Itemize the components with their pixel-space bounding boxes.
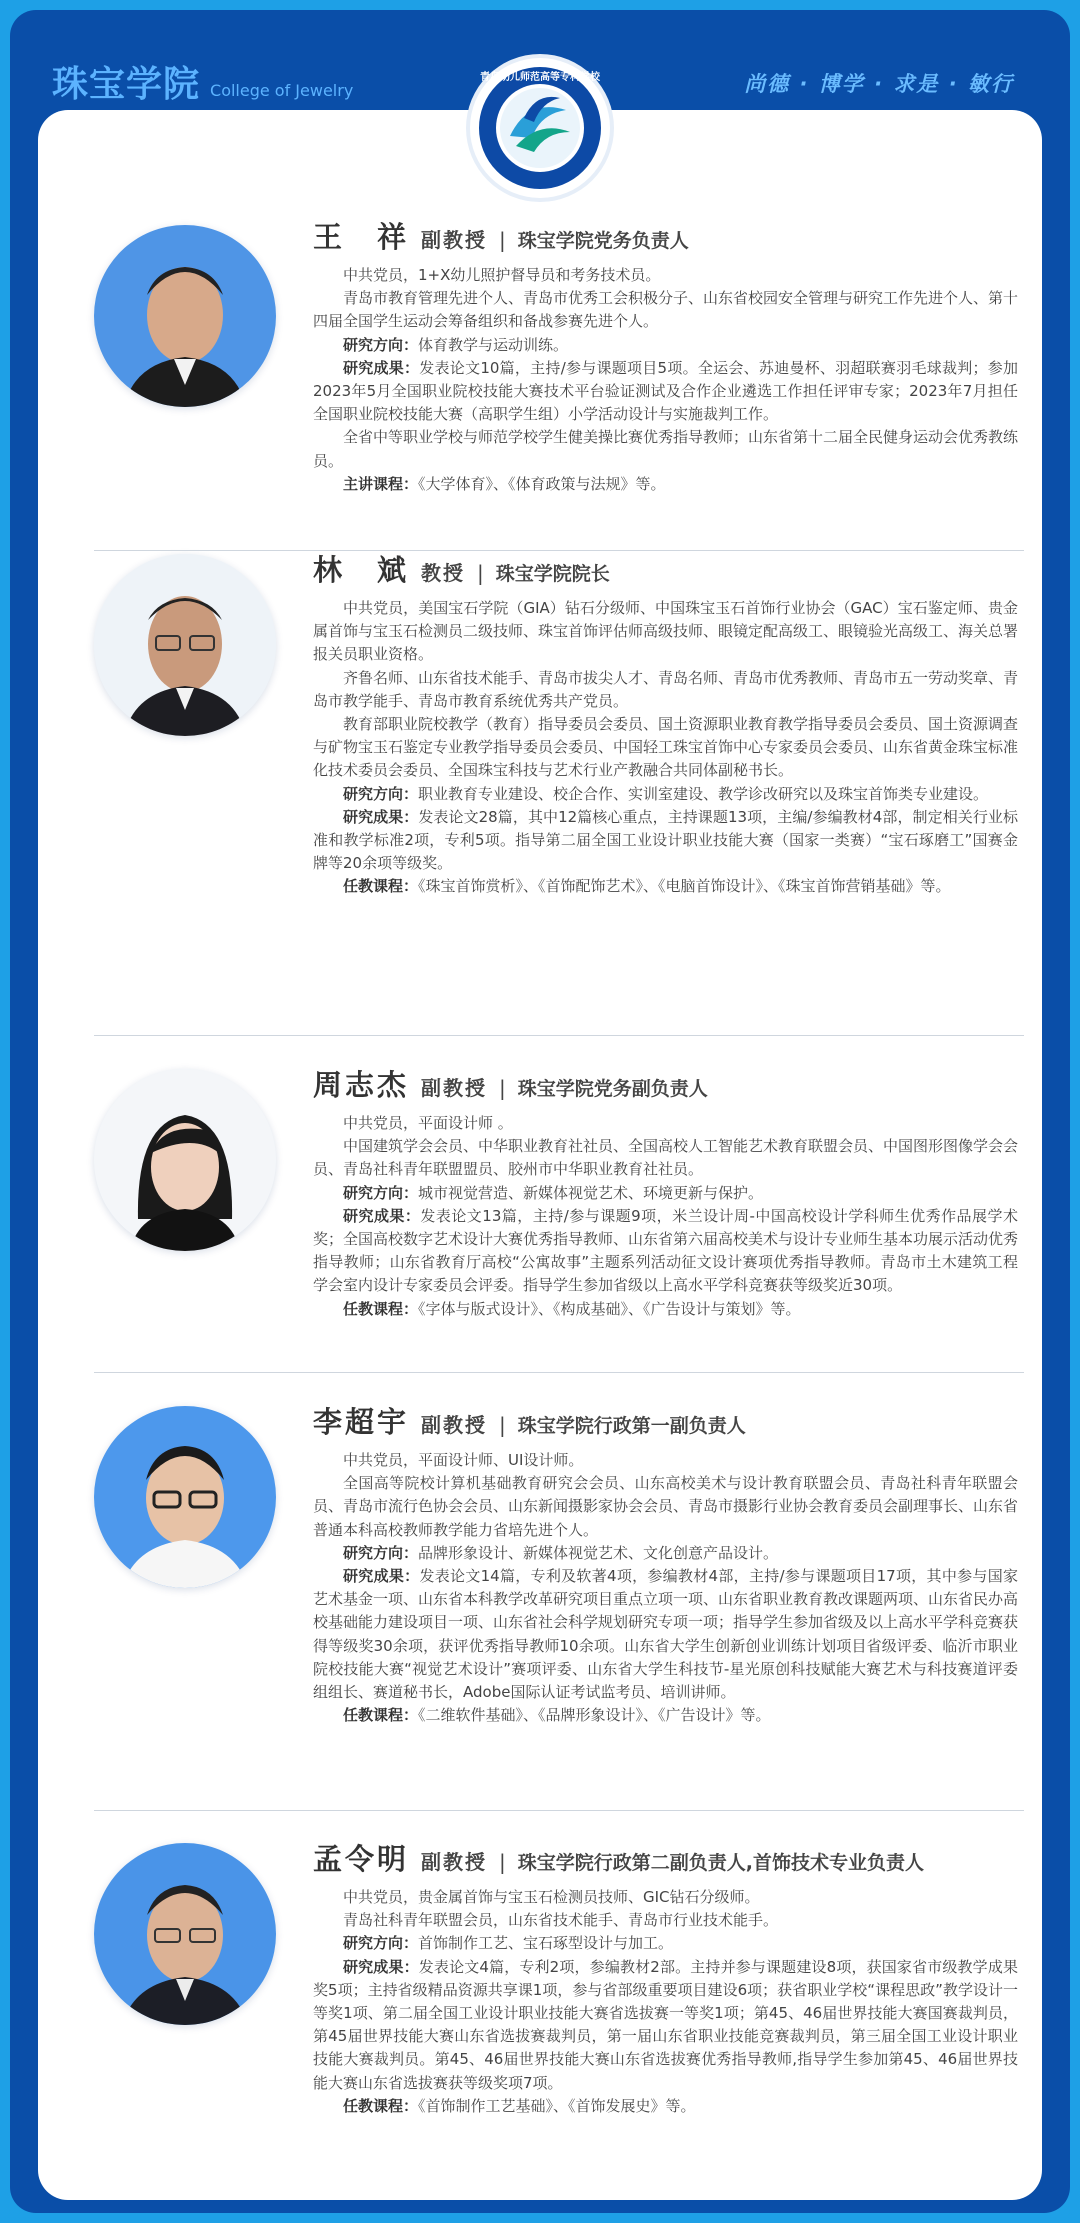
- faculty-role: 珠宝学院党务负责人: [517, 230, 689, 252]
- faculty-header: [313, 548, 1018, 589]
- brand-subtitle: College of Jewelry: [210, 81, 354, 100]
- bio-paragraph: [313, 806, 1018, 876]
- faculty-rank: 教授: [421, 561, 466, 585]
- bio-paragraph: [313, 667, 1018, 713]
- portrait-photo: [94, 1406, 276, 1588]
- faculty-header: [313, 1063, 1018, 1104]
- bio-text: 发表论文4篇，专利2项，参编教材2部。主持并参与课题建设8项，获国家省市级教学成果奖5项；主持省级精品资源共享课1项，参与省部级重要项目建设6项；获省职业学校“课程思政”教学设计一等奖1项、第二届全国工业设计职业技能大赛省选拔赛一等奖1项；第45、46届世界技能大赛国赛裁判员，第45届世界技能大赛山东省选拔赛裁判员，第一届山东省职业技能竞赛裁判员，第三届全国工业设计职业技能大赛裁判员。第45、46届世界技能大赛山东省选拔赛优秀指导教师,指导学生参加第45、46届世界技能大赛山东省选拔赛获等级奖项7项。: [313, 1957, 1018, 2092]
- bio-label: 研究方向：: [343, 1183, 419, 1202]
- faculty-role: 珠宝学院行政第二副负责人,首饰技术专业负责人: [517, 1852, 924, 1874]
- brand-title: 珠宝学院: [52, 64, 201, 105]
- bio-paragraph: [313, 783, 1018, 806]
- bio-paragraph: [313, 1112, 1018, 1135]
- faculty-bio: [313, 548, 1018, 899]
- bio-text: 首饰制作工艺、宝石琢型设计与加工。: [418, 1934, 674, 1953]
- bio-paragraph: [313, 264, 1018, 287]
- bio-text: 《二维软件基础》、《品牌形象设计》、《广告设计》等。: [418, 1706, 771, 1725]
- bio-label: 任教课程：: [343, 877, 419, 896]
- section-divider: [94, 550, 1024, 551]
- school-logo: [470, 58, 610, 198]
- bio-label: 任教课程：: [343, 1299, 419, 1318]
- faculty-rank: 副教授: [421, 1413, 488, 1437]
- bio-text: 青岛社科青年联盟会员，山东省技术能手、青岛市行业技术能手。: [343, 1911, 779, 1930]
- bio-label: 研究方向：: [343, 1543, 419, 1562]
- bio-text: 全国高等院校计算机基础教育研究会会员、山东高校美术与设计教育联盟会员、青岛社科青年联盟会员、青岛市流行色协会会员、山东新闻摄影家协会会员、青岛市摄影行业协会教育委员会副理事长、山东省普通本科高校教师教学能力省培先进个人。: [313, 1474, 1019, 1539]
- faculty-name: 王 祥: [313, 220, 410, 254]
- bio-text: 发表论文28篇，其中12篇核心重点，主持课题13项，主编/参编教材4部，制定相关行业标准和教学标准2项，专利5项。指导第二届全国工业设计职业技能大赛（国家一类赛）“宝石琢磨工”国赛金牌等20余项等级奖。: [313, 807, 1018, 873]
- bio-paragraph: [313, 1886, 1018, 1909]
- bio-label: 研究方向：: [343, 1934, 419, 1953]
- bio-paragraph: [313, 1909, 1018, 1932]
- faculty-rank: 副教授: [421, 1850, 488, 1874]
- bio-text: 职业教育专业建设、校企合作、实训室建设、教学诊改研究以及珠宝首饰类专业建设。: [418, 784, 989, 803]
- bio-paragraph: [313, 1932, 1018, 1955]
- bio-text: 体育教学与运动训练。: [418, 335, 569, 354]
- bio-text: 全省中等职业学校与师范学校学生健美操比赛优秀指导教师；山东省第十二届全民健身运动会优秀教练员。: [313, 428, 1019, 470]
- portrait-photo: [94, 1069, 276, 1251]
- faculty-header: [313, 1837, 1018, 1878]
- separator: |: [499, 228, 506, 252]
- bio-text: 《大学体育》、《体育政策与法规》等。: [418, 474, 666, 493]
- motto: 尚德 · 博学 · 求是 · 敏行: [744, 72, 1014, 96]
- bio-paragraph: [313, 1956, 1018, 2095]
- bio-text: 中共党员，贵金属首饰与宝玉石检测员技师、GIC钻石分级师。: [343, 1888, 760, 1906]
- bio-label: 任教课程：: [343, 2096, 419, 2115]
- bio-paragraph: [313, 426, 1018, 472]
- bio-paragraph: [313, 1704, 1018, 1727]
- bio-paragraph: [313, 1542, 1018, 1565]
- bio-text: 中共党员，1+X幼儿照护督导员和考务技术员。: [343, 266, 661, 284]
- bio-paragraph: [313, 287, 1018, 333]
- separator: |: [499, 1076, 506, 1100]
- bio-label: 研究方向：: [343, 784, 419, 803]
- faculty-name: 孟令明: [313, 1842, 410, 1876]
- bio-paragraph: [313, 2095, 1018, 2118]
- bio-text: 中共党员，平面设计师、UI设计师。: [343, 1451, 584, 1469]
- bio-paragraph: [313, 1449, 1018, 1472]
- bio-paragraph: [313, 1135, 1018, 1181]
- bio-paragraph: [313, 357, 1018, 427]
- separator: |: [499, 1850, 506, 1874]
- bio-label: 研究成果：: [343, 1206, 421, 1225]
- bio-paragraph: [313, 713, 1018, 783]
- bio-text: 品牌形象设计、新媒体视觉艺术、文化创意产品设计。: [418, 1543, 779, 1562]
- bio-text: 中国建筑学会会员、中华职业教育社社员、全国高校人工智能艺术教育联盟会员、中国图形图像学会会员、青岛社科青年联盟盟员、胶州市中华职业教育社社员。: [313, 1137, 1019, 1179]
- bio-text: 中共党员，平面设计师 。: [343, 1114, 513, 1132]
- faculty-bio: [313, 1400, 1018, 1727]
- bio-text: 《首饰制作工艺基础》、《首饰发展史》等。: [418, 2096, 696, 2115]
- bio-label: 研究成果：: [343, 1567, 420, 1586]
- faculty-name: 周志杰: [313, 1068, 410, 1102]
- bio-label: 研究成果：: [343, 1957, 419, 1976]
- faculty-name: 林 斌: [313, 553, 410, 587]
- bio-text: 发表论文13篇，主持/参与课题9项，米兰设计周-中国高校设计学科师生优秀作品展学术奖；全国高校数字艺术设计大赛优秀指导教师、山东省第六届高校美术与设计专业师生基本功展示活动优秀指导教师；山东省教育厅高校“公寓故事”主题系列活动征文设计赛项优秀指导教师。青岛市土木建筑工程学会室内设计专家委员会评委。指导学生参加省级以上高水平学科竞赛获等级奖近30项。: [313, 1206, 1019, 1295]
- bio-text: 《字体与版式设计》、《构成基础》、《广告设计与策划》等。: [418, 1299, 801, 1318]
- portrait-photo: [94, 225, 276, 407]
- bio-paragraph: [313, 597, 1018, 667]
- bio-paragraph: [313, 1472, 1018, 1542]
- portrait-photo: [94, 1843, 276, 2025]
- bio-paragraph: [313, 1182, 1018, 1205]
- bio-text: 发表论文10篇，主持/参与课题项目5项。全运会、苏迪曼杯、羽超联赛羽毛球裁判；参加2023年5月全国职业院校技能大赛技术平台验证测试及合作企业遴选工作担任评审专家；2023年7月担任全国职业院校技能大赛（高职学生组）小学活动设计与实施裁判工作。: [313, 358, 1018, 424]
- faculty-bio: [313, 1063, 1018, 1321]
- bio-label: 研究成果：: [343, 807, 419, 826]
- bio-label: 研究成果：: [343, 358, 420, 377]
- faculty-name: 李超宇: [313, 1405, 410, 1439]
- content-card: [38, 110, 1042, 2200]
- faculty-rank: 副教授: [421, 228, 488, 252]
- bio-label: 主讲课程：: [343, 474, 419, 493]
- faculty-bio: [313, 215, 1018, 496]
- faculty-bio: [313, 1837, 1018, 2118]
- bio-text: 齐鲁名师、山东省技术能手、青岛市拔尖人才、青岛名师、青岛市优秀教师、青岛市五一劳动奖章、青岛市教学能手、青岛市教育系统优秀共产党员。: [313, 668, 1019, 710]
- bio-text: 发表论文14篇，专利及软著4项，参编教材4部，主持/参与课题项目17项，其中参与国家艺术基金一项、山东省本科教学改革研究项目重点立项一项、山东省职业教育教改课题两项、山东省民办高校基础能力建设项目一项、山东省社会科学规划研究专项一项；指导学生参加省级及以上高水平学科竞赛获得等级奖30余项，获评优秀指导教师10余项。山东省大学生创新创业训练计划项目省级评委、临沂市职业院校技能大赛“视觉艺术设计”赛项评委、山东省大学生科技节-星光原创科技赋能大赛艺术与科技赛道评委组组长、赛道秘书长，Adobe国际认证考试监考员、培训讲师。: [313, 1567, 1019, 1702]
- faculty-header: [313, 1400, 1018, 1441]
- bio-text: 青岛市教育管理先进个人、青岛市优秀工会积极分子、山东省校园安全管理与研究工作先进个人、第十四届全国学生运动会筹备组织和备战参赛先进个人。: [313, 289, 1019, 331]
- section-divider: [94, 1372, 1024, 1373]
- bio-paragraph: [313, 1565, 1018, 1704]
- brand: [52, 56, 353, 107]
- bio-label: 研究方向：: [343, 335, 419, 354]
- bio-text: 城市视觉营造、新媒体视觉艺术、环境更新与保护。: [418, 1183, 764, 1202]
- bio-text: 《珠宝首饰赏析》、《首饰配饰艺术》、《电脑首饰设计》、《珠宝首饰营销基础》等。: [418, 877, 951, 896]
- faculty-role: 珠宝学院院长: [495, 563, 610, 585]
- faculty-role: 珠宝学院行政第一副负责人: [517, 1415, 746, 1437]
- bio-paragraph: [313, 334, 1018, 357]
- bio-label: 任教课程：: [343, 1706, 419, 1725]
- section-divider: [94, 1810, 1024, 1811]
- bio-paragraph: [313, 1205, 1018, 1298]
- bio-text: 教育部职业院校教学（教育）指导委员会委员、国土资源职业教育教学指导委员会委员、国土资源调查与矿物宝玉石鉴定专业教学指导委员会委员、中国轻工珠宝首饰中心专家委员会委员、山东省黄金珠宝标准化技术委员会委员、全国珠宝科技与艺术行业产教融合共同体副秘书长。: [313, 715, 1019, 780]
- bio-text: 中共党员，美国宝石学院（GIA）钻石分级师、中国珠宝玉石首饰行业协会（GAC）宝石鉴定师、贵金属首饰与宝玉石检测员二级技师、珠宝首饰评估师高级技师、眼镜定配高级工、眼镜验光高级工、海关总署报关员职业资格。: [313, 599, 1019, 664]
- logo-text: 青岛幼儿师范高等专科学校: [480, 72, 600, 83]
- faculty-role: 珠宝学院党务副负责人: [517, 1078, 708, 1100]
- faculty-header: [313, 215, 1018, 256]
- section-divider: [94, 1035, 1024, 1036]
- faculty-rank: 副教授: [421, 1076, 488, 1100]
- bio-paragraph: [313, 473, 1018, 496]
- separator: |: [499, 1413, 506, 1437]
- bio-paragraph: [313, 1298, 1018, 1321]
- separator: |: [477, 561, 484, 585]
- bio-paragraph: [313, 875, 1018, 898]
- portrait-photo: [94, 554, 276, 736]
